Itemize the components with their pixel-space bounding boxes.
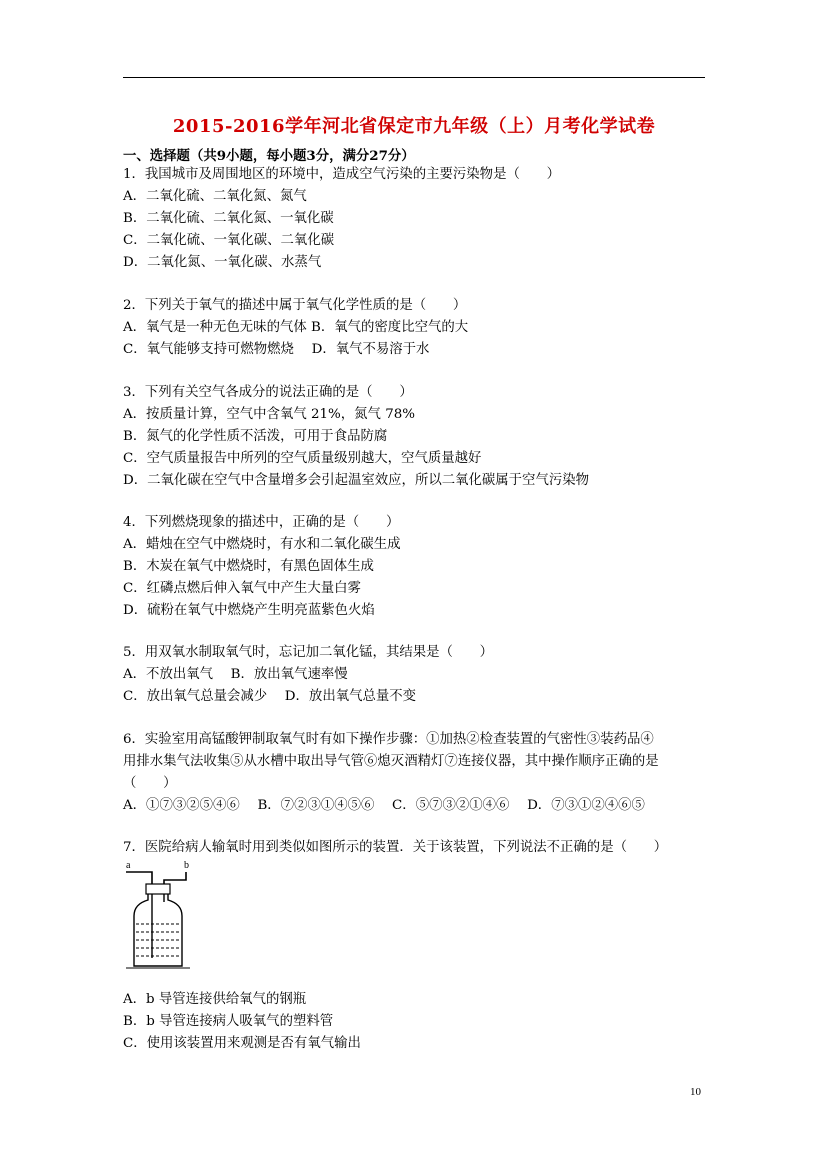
page-title: 2015-2016学年河北省保定市九年级（上）月考化学试卷 (172, 116, 656, 137)
question-5-options-ab: A．不放出氧气 B．放出氧气速率慢 (123, 667, 348, 682)
question-3-option-b: B．氮气的化学性质不活泼，可用于食品防腐 (123, 429, 388, 444)
question-2-options-cd: C．氧气能够支持可燃物燃烧 D．氧气不易溶于水 (123, 342, 430, 357)
question-4-stem: 4．下列燃烧现象的描述中，正确的是（ ） (123, 515, 400, 530)
page-number: 10 (690, 1086, 701, 1098)
question-4-option-a: A．蜡烛在空气中燃烧时，有水和二氧化碳生成 (123, 537, 401, 552)
question-1-option-d: D．二氧化氮、一氧化碳、水蒸气 (123, 255, 322, 270)
stopper (146, 884, 170, 894)
question-3-stem: 3．下列有关空气各成分的说法正确的是（ ） (123, 385, 413, 400)
question-7-option-c: C．使用该装置用来观测是否有氧气输出 (123, 1036, 361, 1051)
question-6-stem-line-2: 用排水集气法收集⑤从水槽中取出导气管⑥熄灭酒精灯⑦连接仪器，其中操作顺序正确的是 (123, 754, 659, 769)
question-1-stem: 1．我国城市及周围地区的环境中，造成空气污染的主要污染物是（ ） (123, 167, 561, 182)
question-7-option-b: B．b 导管连接病人吸氧气的塑料管 (123, 1014, 334, 1029)
tube-label-a: a (126, 860, 131, 871)
question-3-option-d: D．二氧化碳在空气中含量增多会引起温室效应，所以二氧化碳属于空气污染物 (123, 473, 590, 488)
question-6-stem-line-3: （ ） (123, 776, 177, 791)
question-4-option-c: C．红磷点燃后伸入氧气中产生大量白雾 (123, 581, 361, 596)
question-7-option-a: A．b 导管连接供给氧气的钢瓶 (123, 992, 307, 1007)
gas-washing-bottle-figure (124, 858, 192, 970)
short-tube (164, 872, 186, 884)
question-3-option-c: C．空气质量报告中所列的空气质量级别越大，空气质量越好 (123, 451, 482, 466)
tube-label-b: b (184, 860, 189, 871)
question-1-option-c: C．二氧化硫、一氧化碳、二氧化碳 (123, 233, 335, 248)
question-1-option-b: B．二氧化硫、二氧化氮、一氧化碳 (123, 211, 334, 226)
header-rule (123, 77, 705, 78)
question-2-options-ab: A．氧气是一种无色无味的气体 B．氧气的密度比空气的大 (123, 320, 469, 335)
question-7-stem: 7．医院给病人输氧时用到类似如图所示的装置．关于该装置，下列说法不正确的是（ ） (123, 840, 668, 855)
long-tube-horizontal (126, 872, 152, 884)
question-6-options: A．①⑦③②⑤④⑥ B．⑦②③①④⑤⑥ C．⑤⑦③②①④⑥ D．⑦③①②④⑥⑤ (123, 798, 645, 813)
section-heading: 一、选择题（共9小题，每小题3分，满分27分） (123, 148, 415, 164)
question-2-stem: 2．下列关于氧气的描述中属于氧气化学性质的是（ ） (123, 298, 467, 313)
question-4-option-d: D．硫粉在氧气中燃烧产生明亮蓝紫色火焰 (123, 603, 375, 618)
question-5-options-cd: C．放出氧气总量会减少 D．放出氧气总量不变 (123, 689, 417, 704)
question-6-stem-line-1: 6．实验室用高锰酸钾制取氧气时有如下操作步骤：①加热②检查装置的气密性③装药品④ (123, 732, 654, 747)
bottle (134, 894, 182, 966)
question-4-option-b: B．木炭在氧气中燃烧时，有黑色固体生成 (123, 559, 374, 574)
question-5-stem: 5．用双氧水制取氧气时，忘记加二氧化锰，其结果是（ ） (123, 645, 494, 660)
water (136, 924, 180, 956)
question-1-option-a: A．二氧化硫、二氧化氮、氮气 (123, 189, 307, 204)
question-3-option-a: A．按质量计算，空气中含氧气 21%，氮气 78% (123, 407, 415, 422)
